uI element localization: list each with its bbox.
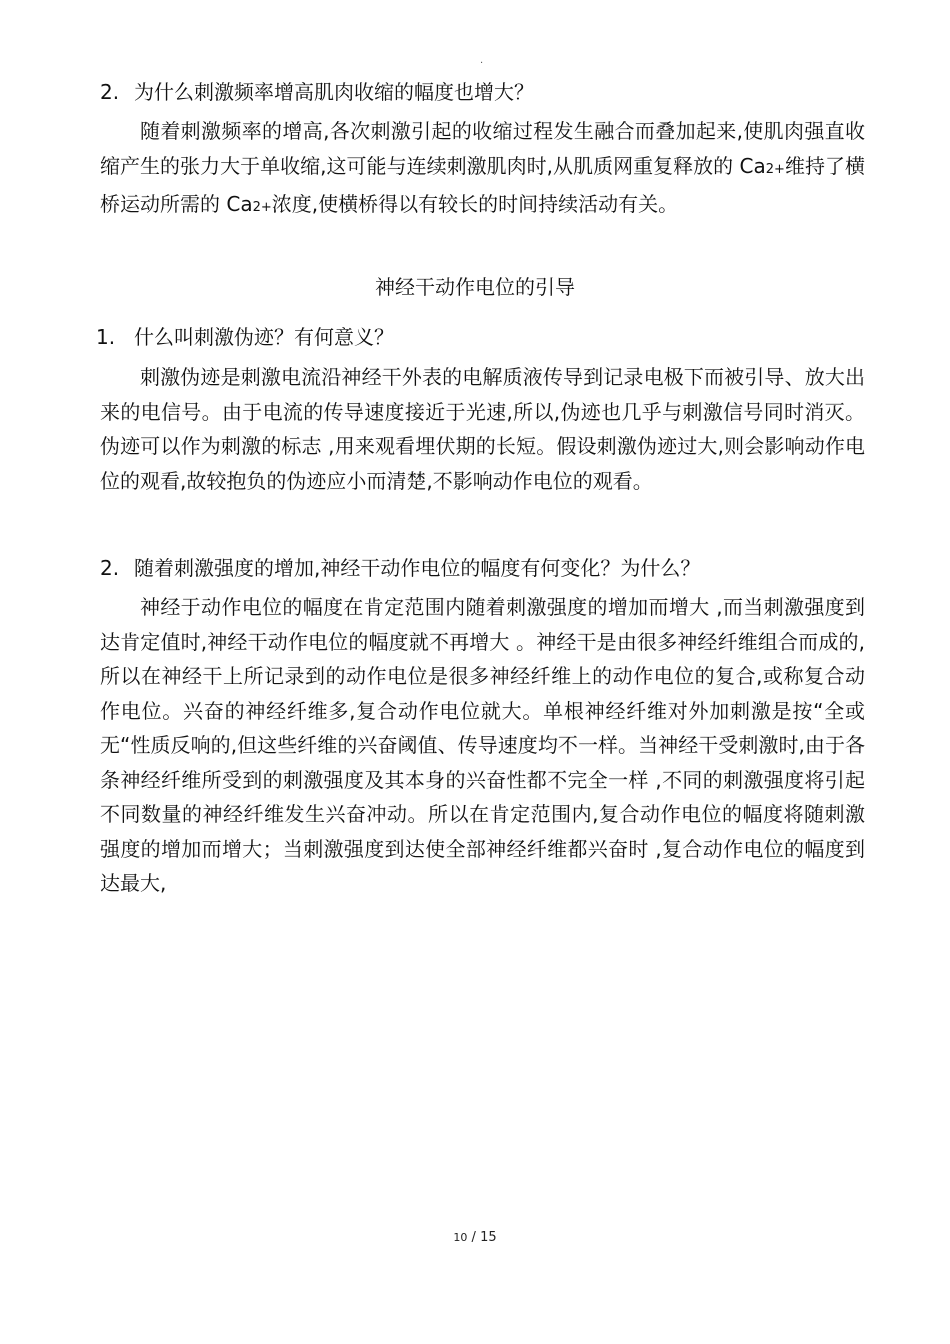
page-separator: / [471,1230,476,1245]
answer-paragraph: 神经于动作电位的幅度在肯定范围内随着刺激强度的增加而增大 ,而当刺激强度到达肯定值时,神经干动作电位的幅度就不再增大 。神经干是由很多神经纤维组合而成的,所以在神经干上所记录到的动作电位是很多神经纤维上的动作电位的复合,或称复合动作电位。兴奋的神经纤维多,复合动作电位就大。单根神经纤维对外加刺激是按“全或无“性质反响的,但这些纤维的兴奋阈值、传导速度均不一样。当神经干受刺激时,由于各条神经纤维所受到的刺激强度及其本身的兴奋性都不完全一样 ,不同的刺激强度将引起不同数量的神经纤维发生兴奋冲动。所以在肯定范围内,复合动作电位的幅度将随刺激强度的增加而增大；当刺激强度到达使全部神经纤维都兴奋时 ,复合动作电位的幅度到达最大, [100,595,865,895]
question-text: 为什么刺激频率增高肌肉收缩的幅度也增大？ [134,80,534,104]
ion-charge-2: 2+ [252,200,272,215]
answer-text-part3: 浓度,使横桥得以有较长的时间持续活动有关。 [271,192,679,216]
header-dot: . [480,55,484,66]
question-text: 什么叫刺激伪迹？有何意义？ [134,325,394,349]
question-number: 2. [100,556,120,580]
question-number: 2. [100,80,120,104]
question-number: 1. [96,325,116,349]
question-1-artifact [96,322,394,352]
question-text: 随着刺激强度的增加,神经干动作电位的幅度有何变化？为什么？ [134,556,701,580]
answer-paragraph: 刺激伪迹是刺激电流沿神经干外表的电解质液传导到记录电极下而被引导、放大出来的电信号。由于电流的传导速度接近于光速,所以,伪迹也几乎与刺激信号同时消灭。伪迹可以作为刺激的标志 ,用来观看埋伏期的长短。假设刺激伪迹过大,则会影响动作电位的观看,故较抱负的伪迹应小而清楚,不影响动作电位的观看。 [100,365,865,493]
answer-text-part1: 随着刺激频率的增高,各次刺激引起的收缩过程发生融合而叠加起来,使肌肉强直收缩产生的张力大于单收缩,这可能与连续刺激肌肉时,从肌质网重复释放的 Ca [100,119,865,178]
page-footer [0,1230,950,1245]
section-title: 神经干动作电位的引导 [375,275,575,299]
current-page-number: 10 [453,1231,468,1244]
total-page-number: 15 [480,1230,497,1245]
answer-text-part2: 维持了横桥运动所需的 Ca [100,153,866,216]
answer-2-intensity [100,590,865,901]
question-2-intensity [100,553,700,583]
question-2-frequency [100,77,534,107]
answer-1-artifact [100,360,865,498]
answer-2-frequency [100,114,865,226]
answer-paragraph [100,114,865,226]
ion-charge-1: 2+ [765,161,785,177]
